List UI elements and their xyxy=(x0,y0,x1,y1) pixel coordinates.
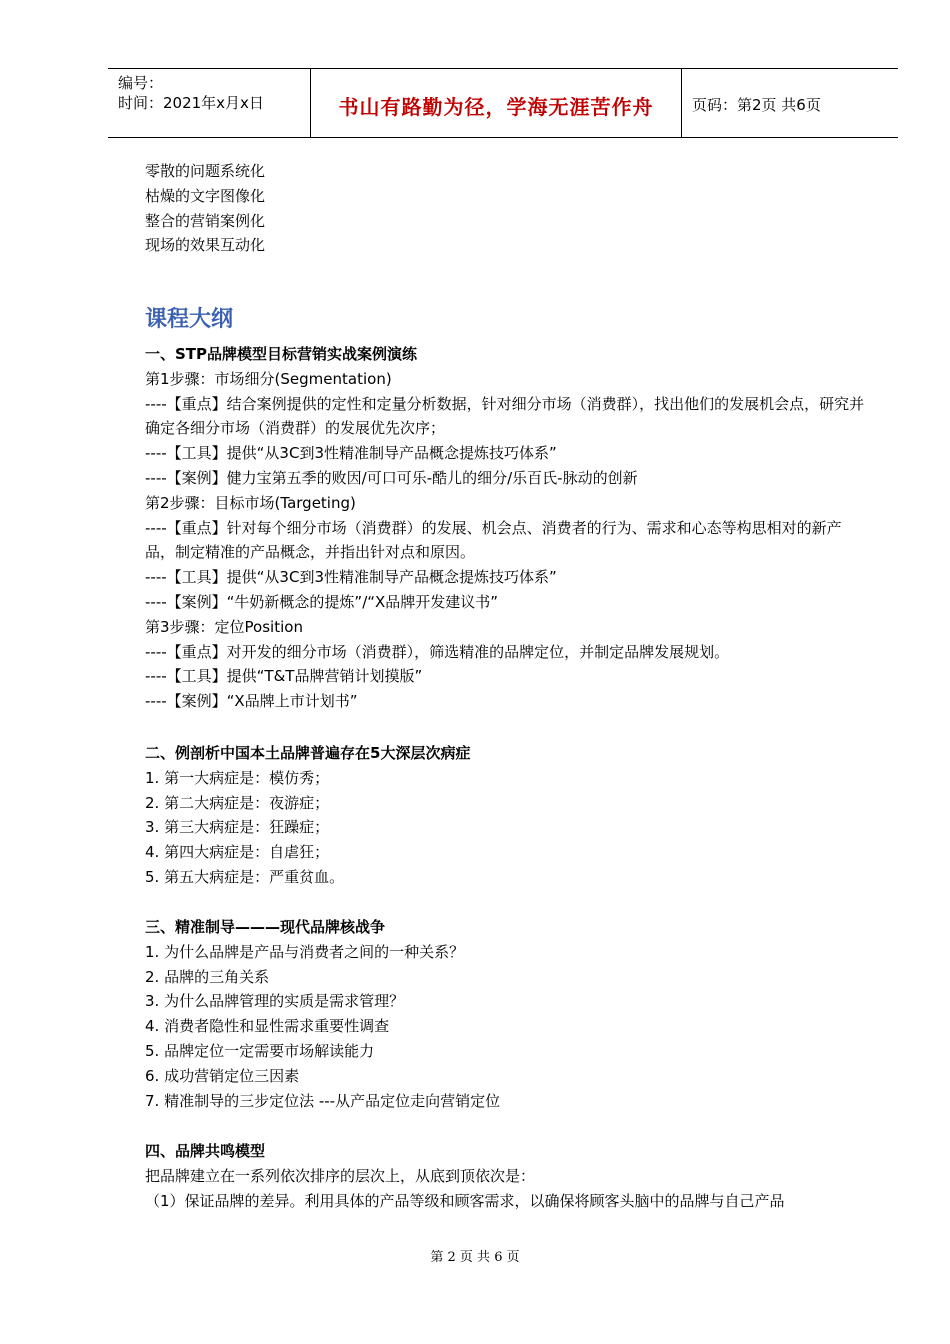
body-line: 第2步骤：目标市场(Targeting) xyxy=(145,493,356,512)
list-item: 3. 第三大病症是：狂躁症； xyxy=(145,818,330,837)
body-line: （1）保证品牌的差异。利用具体的产品等级和顾客需求，以确保将顾客头脑中的品牌与自己产品 xyxy=(145,1191,785,1210)
body-line: ----【工具】提供“从3C到3性精准制导产品概念提炼技巧体系” xyxy=(145,444,557,463)
body-paragraph: ----【重点】针对每个细分市场（消费群）的发展、机会点、消费者的行为、需求和心态等构思相对的新产品，制定精准的产品概念，并指出针对点和原因。 xyxy=(145,518,842,562)
body-line: 第3步骤：定位Position xyxy=(145,617,303,636)
list-item: 1. 为什么品牌是产品与消费者之间的一种关系？ xyxy=(145,942,465,961)
list-item: 4. 第四大病症是：自虐狂； xyxy=(145,843,330,862)
header-motto: 书山有路勤为径，学海无涯苦作舟 xyxy=(338,95,654,119)
list-item: 3. 为什么品牌管理的实质是需求管理？ xyxy=(145,992,405,1011)
header-page-cell xyxy=(682,69,898,137)
intro-line: 现场的效果互动化 xyxy=(145,236,266,255)
intro-line: 枯燥的文字图像化 xyxy=(145,186,266,205)
body-line: ----【案例】“X品牌上市计划书” xyxy=(145,692,358,711)
list-item: 2. 品牌的三角关系 xyxy=(145,967,270,986)
header-motto-cell xyxy=(311,69,682,137)
list-item: 2. 第二大病症是：夜游症； xyxy=(145,793,330,812)
section-heading: 二、例剖析中国本土品牌普遍存在5大深层次病症 xyxy=(145,744,471,762)
header-meta-cell xyxy=(108,69,311,137)
document-time-label: 时间：2021年x月x日 xyxy=(118,94,264,112)
body-line: ----【案例】健力宝第五季的败因/可口可乐-酷儿的细分/乐百氏-脉动的创新 xyxy=(145,468,638,487)
body-line: ----【重点】对开发的细分市场（消费群），筛选精准的品牌定位，并制定品牌发展规划。 xyxy=(145,642,730,661)
section-resonance xyxy=(145,1139,865,1213)
list-item: 5. 品牌定位一定需要市场解读能力 xyxy=(145,1041,375,1060)
section-precision xyxy=(145,915,865,1113)
list-item: 1. 第一大病症是：模仿秀； xyxy=(145,768,330,787)
list-item: 5. 第五大病症是：严重贫血。 xyxy=(145,867,345,886)
list-item: 4. 消费者隐性和显性需求重要性调查 xyxy=(145,1017,390,1036)
intro-line: 整合的营销案例化 xyxy=(145,211,266,230)
intro-list xyxy=(145,159,865,258)
section-heading: 三、精准制导———现代品牌核战争 xyxy=(145,918,386,936)
list-item: 7. 精准制导的三步定位法 ---从产品定位走向营销定位 xyxy=(145,1091,501,1110)
document-number-label: 编号： xyxy=(118,74,164,92)
body-line: ----【工具】提供“从3C到3性精准制导产品概念提炼技巧体系” xyxy=(145,568,557,587)
intro-line: 零散的问题系统化 xyxy=(145,162,266,180)
section-diseases xyxy=(145,741,865,890)
body-paragraph: ----【重点】结合案例提供的定性和定量分析数据，针对细分市场（消费群），找出他们的发展机会点，研究并确定各细分市场（消费群）的发展优先次序； xyxy=(145,394,865,438)
body-line: 把品牌建立在一系列依次排序的层次上，从底到顶依次是： xyxy=(145,1166,536,1185)
list-item: 6. 成功营销定位三因素 xyxy=(145,1066,300,1085)
body-line: ----【案例】“牛奶新概念的提炼”/“X品牌开发建议书” xyxy=(145,592,499,611)
page-header xyxy=(108,68,898,138)
page-footer: 第 2 页 共 6 页 xyxy=(430,1250,520,1265)
header-page-number: 页码：第2页 共6页 xyxy=(692,96,821,114)
section-stp xyxy=(145,342,865,714)
section-heading: 一、STP品牌模型目标营销实战案例演练 xyxy=(145,345,418,363)
section-heading: 四、品牌共鸣模型 xyxy=(145,1142,266,1160)
body-line: 第1步骤：市场细分(Segmentation) xyxy=(145,369,392,388)
body-line: ----【工具】提供“T&T品牌营销计划摸版” xyxy=(145,667,423,686)
outline-title: 课程大纲 xyxy=(145,307,234,332)
